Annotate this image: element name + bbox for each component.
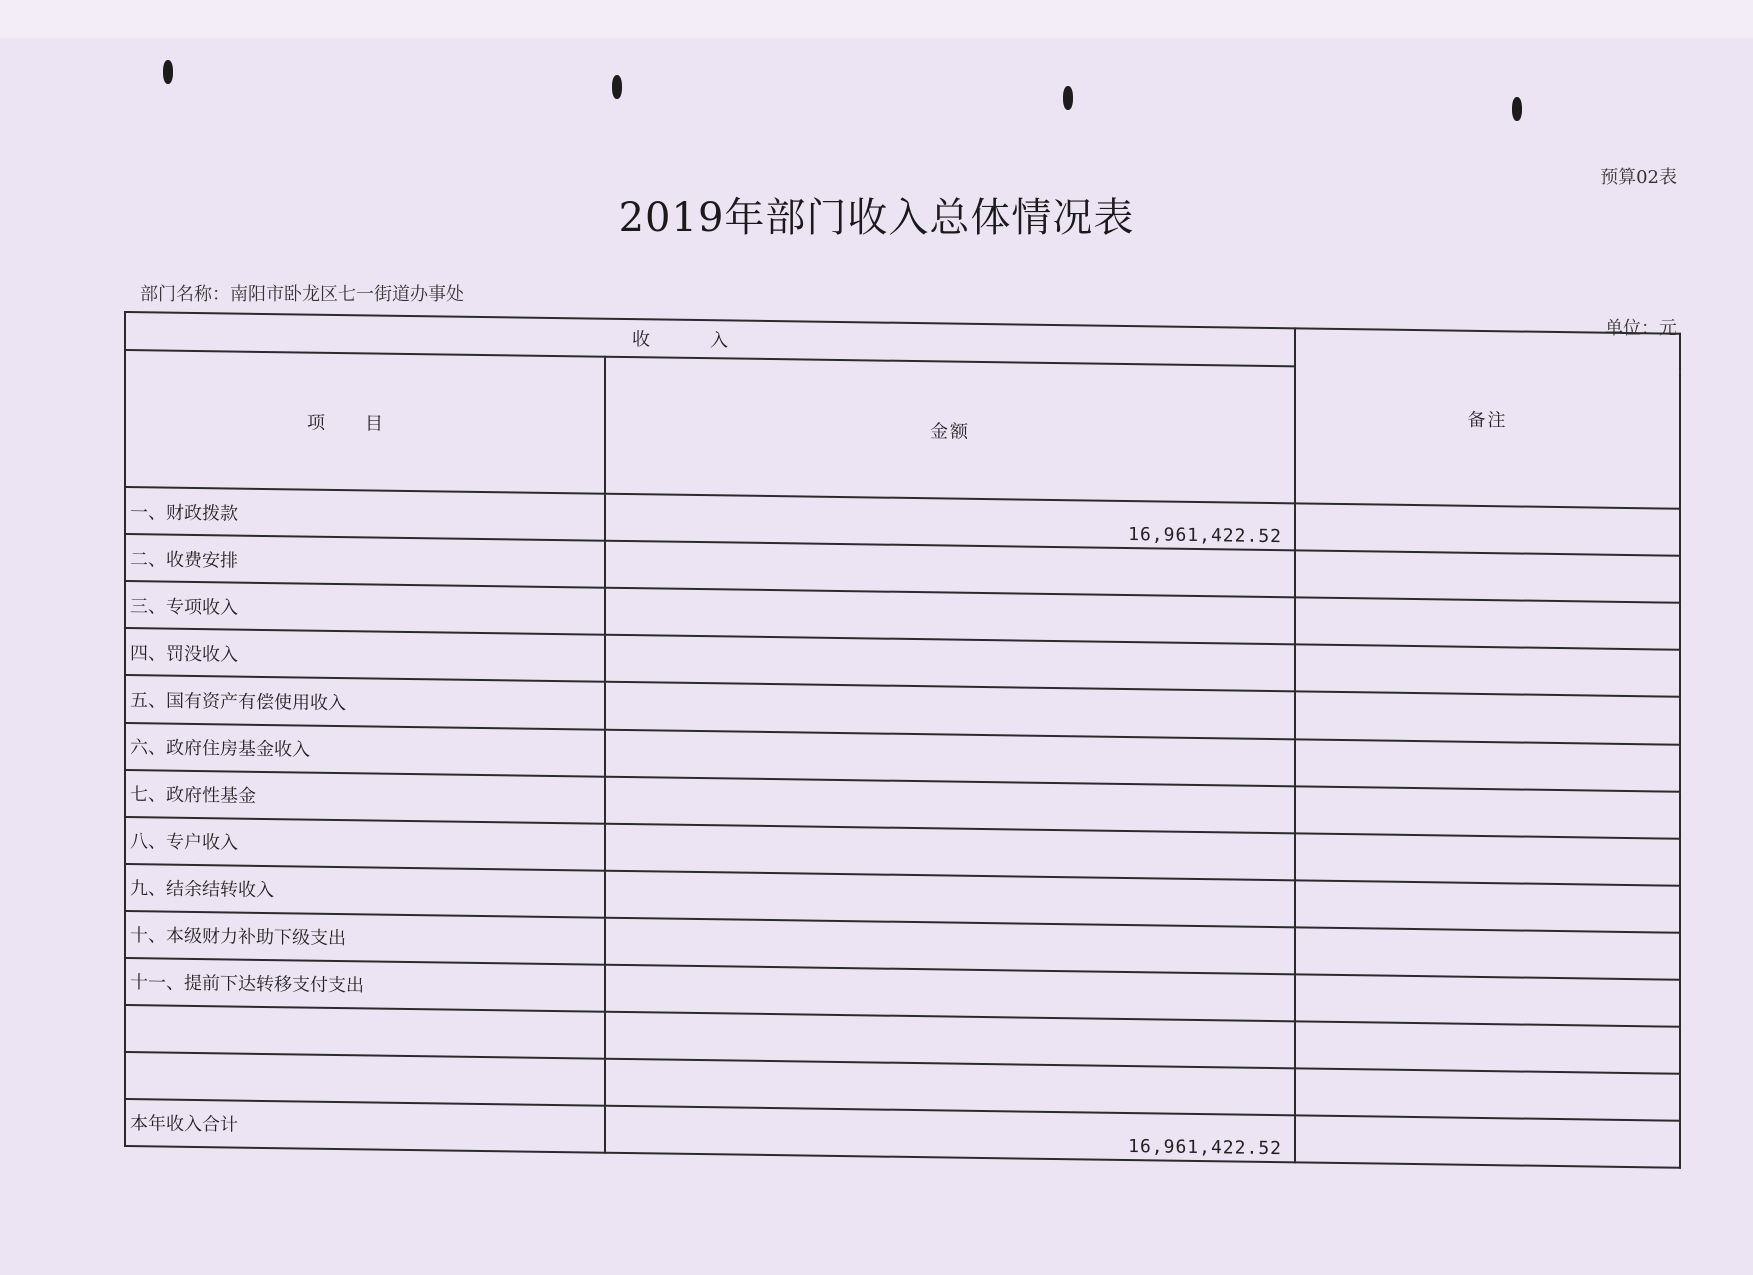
row-item: 六、政府住房基金收入 xyxy=(125,723,605,777)
row-remark xyxy=(1295,504,1680,556)
row-item: 九、结余结转收入 xyxy=(125,864,605,918)
row-remark xyxy=(1295,739,1680,791)
row-remark xyxy=(1295,786,1680,838)
header-item: 项目 xyxy=(125,350,605,494)
row-item: 八、专户收入 xyxy=(125,817,605,871)
row-item: 七、政府性基金 xyxy=(125,770,605,824)
row-remark xyxy=(1295,692,1680,744)
row-remark xyxy=(1295,880,1680,932)
header-income: 收入 xyxy=(125,312,1295,367)
row-amount: 16,961,422.52 xyxy=(605,494,1295,551)
page-title: 2019年部门收入总体情况表 xyxy=(618,195,1135,241)
unit-label: 单位：元 xyxy=(1605,318,1677,339)
row-item: 三、专项收入 xyxy=(125,581,605,635)
row-item: 十一、提前下达转移支付支出 xyxy=(125,958,605,1012)
row-item xyxy=(125,1052,605,1106)
total-remark xyxy=(1295,1115,1680,1168)
row-remark xyxy=(1295,1068,1680,1120)
row-remark xyxy=(1295,927,1680,979)
row-remark xyxy=(1295,1021,1680,1073)
punch-hole-mark xyxy=(612,75,622,99)
row-item: 二、收费安排 xyxy=(125,534,605,588)
table-code: 预算02表 xyxy=(1600,167,1677,188)
row-remark xyxy=(1295,833,1680,885)
row-item: 五、国有资产有偿使用收入 xyxy=(125,675,605,729)
header-amount: 金额 xyxy=(605,357,1295,503)
income-table xyxy=(124,311,1679,1169)
row-item xyxy=(125,1005,605,1059)
row-remark xyxy=(1295,645,1680,697)
total-amount: 16,961,422.52 xyxy=(605,1105,1295,1162)
row-item: 十、本级财力补助下级支出 xyxy=(125,911,605,965)
punch-hole-mark xyxy=(1512,97,1522,121)
row-remark xyxy=(1295,598,1680,650)
row-remark xyxy=(1295,551,1680,603)
punch-hole-mark xyxy=(1063,86,1073,110)
row-item: 一、财政拨款 xyxy=(125,487,605,541)
row-remark xyxy=(1295,974,1680,1026)
total-item: 本年收入合计 xyxy=(125,1099,605,1153)
punch-hole-mark xyxy=(163,60,173,84)
row-item: 四、罚没收入 xyxy=(125,628,605,682)
header-remark: 备注 xyxy=(1295,328,1680,509)
department-name: 部门名称：南阳市卧龙区七一街道办事处 xyxy=(140,284,464,305)
